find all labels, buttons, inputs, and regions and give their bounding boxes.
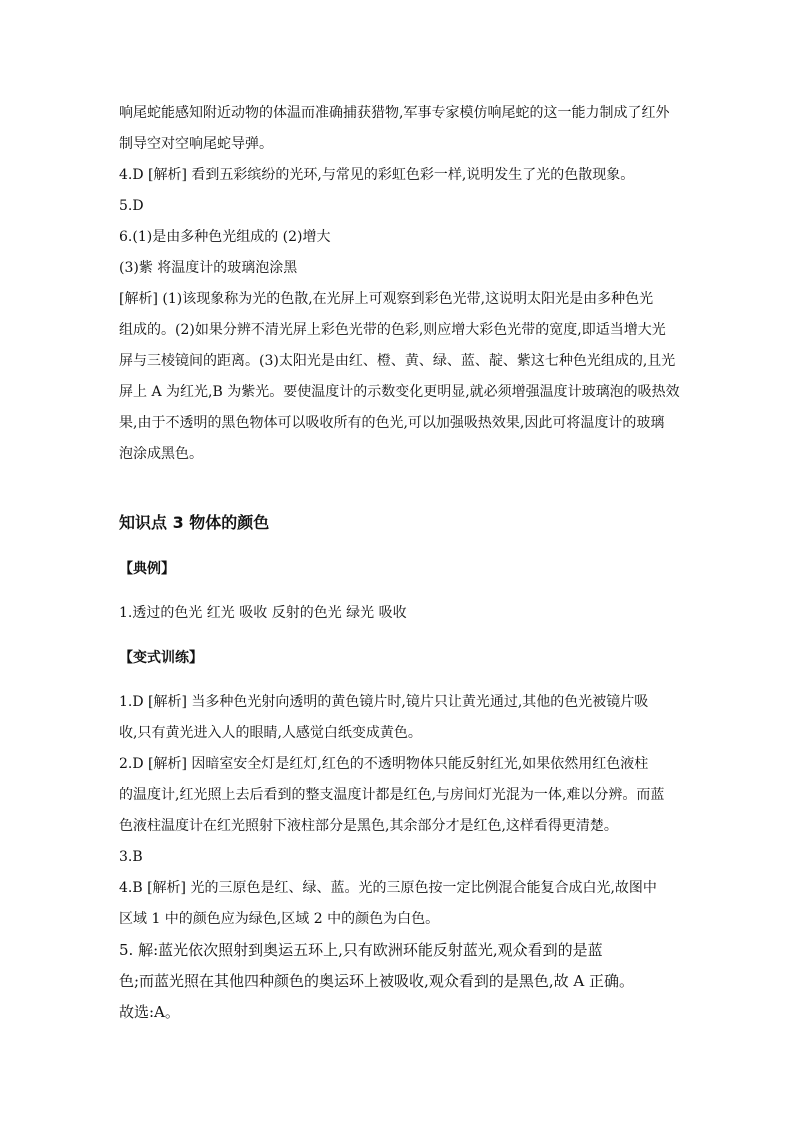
section-3 [119,508,679,1028]
explanation-line: 屏上 A 为红光,B 为紫光。要使温度计的示数变化更明显,就必须增强温度计玻璃泡的吸热效 [119,384,680,400]
explanation-line: 组成的。(2)如果分辨不清光屏上彩色光带的色彩,则应增大彩色光带的宽度,即适当增大光 [119,322,666,338]
answer-6: 6.(1)是由多种色光组成的 (2)增大 [119,229,331,245]
section-heading: 知识点 3 物体的颜色 [119,513,270,532]
text-line: 制导空对空响尾蛇导弹。 [119,136,273,152]
training-label: 【变式训练】 [119,650,203,666]
answer-5-line: 故选:A。 [119,1003,180,1021]
explanation-line: [解析] (1)该现象称为光的色散,在光屏上可观察到彩色光带,这说明太阳光是由多种色光 [119,291,654,307]
answer-5-line: 色;而蓝光照在其他四种颜色的奥运环上被吸收,观众看到的是黑色,故 A 正确。 [119,972,634,990]
explanation-line: 泡涂成黑色。 [119,446,203,462]
explanation-line: 果,由于不透明的黑色物体可以吸收所有的色光,可以加强吸热效果,因此可将温度计的玻璃 [119,415,665,431]
section-2-answers [119,98,679,470]
training-line: 4.B [解析] 光的三原色是红、绿、蓝。光的三原色按一定比例混合能复合成白光,故图中 [119,880,657,896]
training-line: 色液柱温度计在红光照射下液柱部分是黑色,其余部分才是红色,这样看得更清楚。 [119,818,618,834]
answer-5: 5.D [119,198,144,214]
example-answer: 1.透过的色光 红光 吸收 反射的色光 绿光 吸收 [119,605,407,621]
training-line: 收,只有黄光进入人的眼睛,人感觉白纸变成黄色。 [119,725,422,741]
training-line: 区域 1 中的颜色应为绿色,区域 2 中的颜色为白色。 [119,911,440,927]
explanation-line: 屏与三棱镜间的距离。(3)太阳光是由红、橙、黄、绿、蓝、靛、紫这七种色光组成的,且光 [119,353,676,369]
text-line: 响尾蛇能感知附近动物的体温而准确捕获猎物,军事专家模仿响尾蛇的这一能力制成了红外 [119,105,670,121]
training-line: 1.D [解析] 当多种色光射向透明的黄色镜片时,镜片只让黄光通过,其他的色光被镜片吸 [119,694,649,710]
document-page [119,98,679,1028]
text-line: (3)紫 将温度计的玻璃泡涂黑 [119,260,298,276]
answer-5-line: 5. 解:蓝光依次照射到奥运五环上,只有欧洲环能反射蓝光,观众看到的是蓝 [119,941,603,959]
answer-4: 4.D [解析] 看到五彩缤纷的光环,与常见的彩虹色彩一样,说明发生了光的色散现象。 [119,167,635,183]
training-line: 3.B [119,849,143,865]
training-line: 2.D [解析] 因暗室安全灯是红灯,红色的不透明物体只能反射红光,如果依然用红色液柱 [119,756,649,772]
training-line: 的温度计,红光照上去后看到的整支温度计都是红色,与房间灯光混为一体,难以分辨。而蓝 [119,787,665,803]
example-label: 【典例】 [119,561,175,577]
